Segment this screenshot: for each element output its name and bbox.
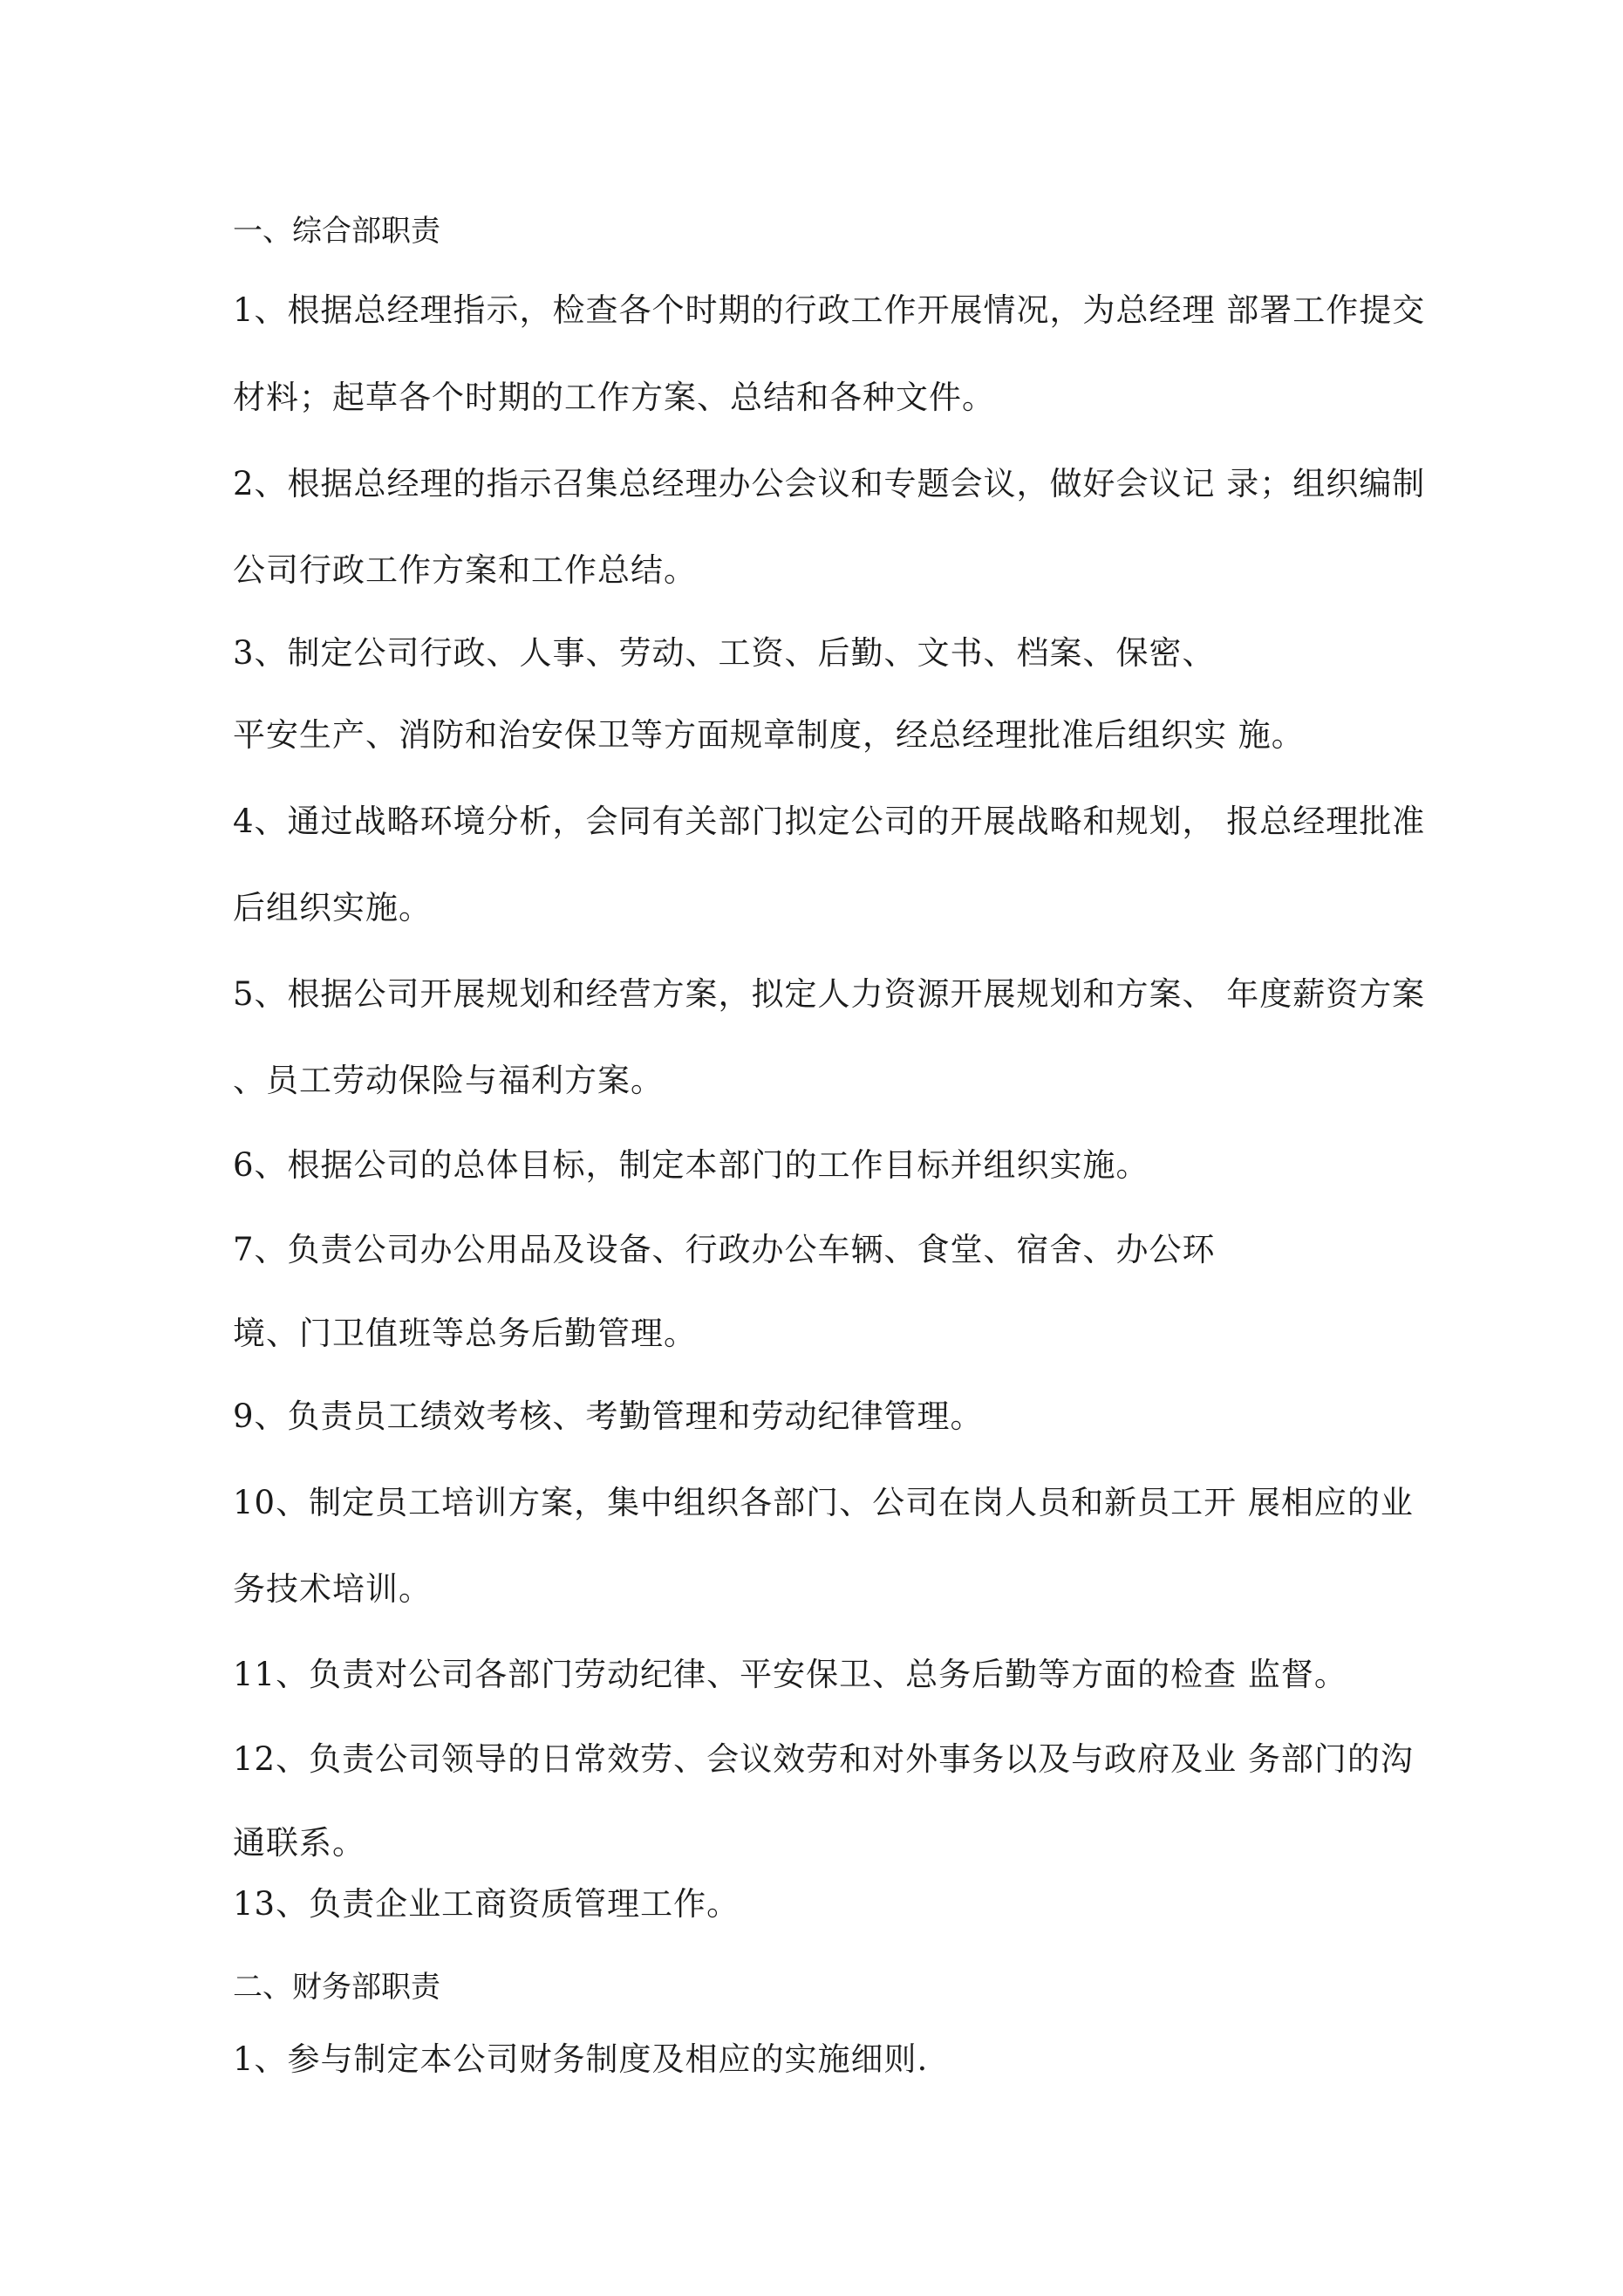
paragraph-line: 公司行政工作方案和工作总结。 [233, 551, 697, 589]
paragraph-line: 材料；起草各个时期的工作方案、总结和各种文件。 [233, 379, 995, 416]
section-heading: 二、财务部职责 [233, 1970, 440, 2005]
paragraph-line: 6、根据公司的总体目标，制定本部门的工作目标并组织实施。 [233, 1146, 1149, 1184]
paragraph-line: 1、根据总经理指示，检查各个时期的行政工作开展情况，为总经理 部署工作提交 [233, 291, 1426, 329]
paragraph-line: 3、制定公司行政、人事、劳动、工资、后勤、文书、档案、保密、 [233, 634, 1216, 672]
paragraph-line: 11、负责对公司各部门劳动纪律、平安保卫、总务后勤等方面的检查 监督。 [233, 1656, 1347, 1693]
paragraph-line: 5、根据公司开展规划和经营方案，拟定人力资源开展规划和方案、 年度薪资方案 [233, 975, 1426, 1013]
paragraph-line: 13、负责企业工商资质管理工作。 [233, 1885, 740, 1923]
paragraph-line: 后组织实施。 [233, 889, 432, 926]
paragraph-line: 2、根据总经理的指示召集总经理办公会议和专题会议，做好会议记 录；组织编制 [233, 465, 1426, 502]
paragraph-line: 12、负责公司领导的日常效劳、会议效劳和对外事务以及与政府及业 务部门的沟 [233, 1740, 1414, 1778]
paragraph-line: 10、制定员工培训方案，集中组织各部门、公司在岗人员和新员工开 展相应的业 [233, 1484, 1414, 1521]
paragraph-line: 9、负责员工绩效考核、考勤管理和劳动纪律管理。 [233, 1397, 984, 1435]
section-heading: 一、综合部职责 [233, 214, 440, 249]
paragraph-line: 7、负责公司办公用品及设备、行政办公车辆、食堂、宿舍、办公环 [233, 1231, 1216, 1268]
paragraph-line: 务技术培训。 [233, 1570, 432, 1608]
paragraph-line: 平安生产、消防和治安保卫等方面规章制度，经总经理批准后组织实 施。 [233, 716, 1305, 754]
paragraph-line: 4、通过战略环境分析，会同有关部门拟定公司的开展战略和规划， 报总经理批准 [233, 803, 1426, 840]
paragraph-line: 通联系。 [233, 1824, 365, 1862]
paragraph-line: 境、门卫值班等总务后勤管理。 [233, 1315, 697, 1352]
paragraph-line: 、员工劳动保险与福利方案。 [233, 1062, 664, 1099]
paragraph-line: 1、参与制定本公司财务制度及相应的实施细则. [233, 2040, 929, 2078]
